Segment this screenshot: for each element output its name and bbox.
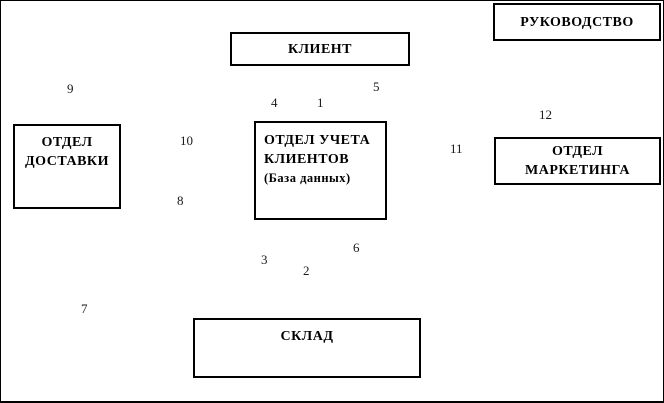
flow-number-6: 6 [353,240,360,255]
flow-number-9: 9 [67,81,74,96]
flow-number-7: 7 [81,301,88,316]
box-warehouse [193,318,421,378]
box-client-label: КЛИЕНТ [287,41,353,57]
box-marketing-label-line2: МАРКЕТИНГА [525,163,630,178]
box-accounting-label-line3: (База данных) [264,171,351,185]
box-accounting-label-line2: КЛИЕНТОВ [264,152,350,167]
box-management-label: РУКОВОДСТВО [520,14,634,30]
box-marketing-department [494,137,661,185]
box-delivery-department [13,124,121,209]
flow-number-4: 4 [271,95,278,110]
flow-number-10: 10 [180,133,193,148]
flow-number-1: 1 [317,95,324,110]
flow-number-5: 5 [373,79,380,94]
box-delivery-label-line2: ДОСТАВКИ [25,154,109,169]
box-accounting-label-line1: ОТДЕЛ УЧЕТА [264,133,371,148]
box-warehouse-label: СКЛАД [280,329,334,344]
box-marketing-label-line1: ОТДЕЛ [551,144,604,159]
flow-number-2: 2 [303,263,310,278]
flow-number-3: 3 [261,252,268,267]
flow-number-12: 12 [539,107,552,122]
box-client [230,32,410,66]
flow-number-8: 8 [177,193,184,208]
box-client-accounting-department [254,121,387,220]
flow-number-11: 11 [450,141,463,156]
box-management [493,3,661,41]
box-delivery-label-line1: ОТДЕЛ [41,135,93,150]
